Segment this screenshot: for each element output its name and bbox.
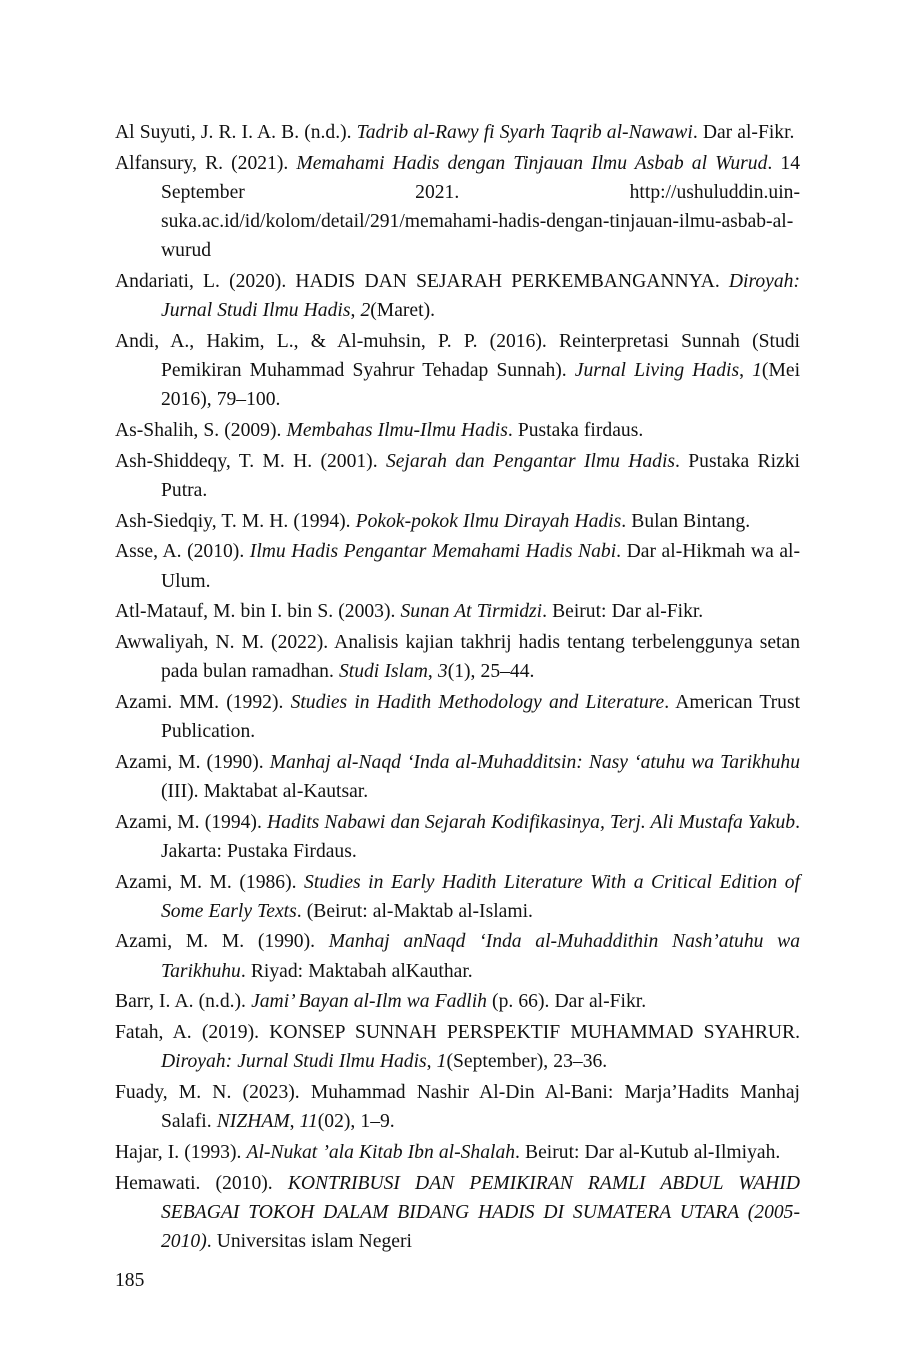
reference-text: . 14 September 2021. http://ushuluddin.uin-suka.ac.id/id/kolom/detail/291/memahami-hadis-dengan-tinjauan-ilmu-asbab-al-wurud bbox=[161, 152, 800, 262]
reference-text: (III). Maktabat al-Kautsar. bbox=[161, 780, 369, 802]
reference-title-italic: KONTRIBUSI DAN PEMIKIRAN RAMLI ABDUL WAHID SEBAGAI TOKOH DALAM BIDANG HADIS DI SUMATERA UTARA (2005-2010) bbox=[161, 1172, 800, 1253]
reference-entry bbox=[115, 1169, 800, 1257]
reference-title-italic: 2 bbox=[360, 300, 371, 322]
reference-text: Fatah, A. (2019). KONSEP SUNNAH PERSPEKTIF MUHAMMAD SYAHRUR. bbox=[115, 1022, 800, 1044]
reference-text: (Maret). bbox=[370, 300, 435, 322]
reference-title-italic: Membahas Ilmu-Ilmu Hadis bbox=[286, 420, 508, 442]
reference-text: Azami, M. M. (1990). bbox=[115, 931, 329, 953]
reference-title-italic: Jurnal Living Hadis bbox=[574, 360, 740, 382]
reference-text: Alfansury, R. (2021). bbox=[115, 152, 297, 174]
reference-text: Awwaliyah, N. M. (2022). Analisis kajian takhrij hadis tentang terbelenggunya setan pada bulan ramadhan. bbox=[115, 631, 800, 683]
reference-title-italic: Jami’ Bayan al-Ilm wa Fadlih bbox=[251, 991, 487, 1013]
reference-text: Azami, M. (1994). bbox=[115, 811, 267, 833]
reference-text: Fuady, M. N. (2023). Muhammad Nashir Al-Din Al-Bani: Marja’Hadits Manhaj Salafi. bbox=[115, 1082, 800, 1133]
reference-title-italic: Ilmu Hadis Pengantar Memahami Hadis Nabi bbox=[249, 541, 617, 563]
reference-title-italic: Tadrib al-Rawy fi Syarh Taqrib al-Nawawi bbox=[356, 122, 693, 143]
reference-title-italic: Studies in Hadith Methodology and Literature bbox=[290, 691, 665, 713]
reference-text: . Bulan Bintang. bbox=[621, 510, 751, 532]
reference-title-italic: Diroyah: Jurnal Studi Ilmu Hadis bbox=[161, 271, 800, 322]
reference-entry bbox=[115, 118, 800, 147]
reference-entry bbox=[115, 808, 800, 866]
reference-title-italic: Studi Islam bbox=[338, 661, 428, 683]
reference-title-italic: Sejarah dan Pengantar Ilmu Hadis bbox=[385, 450, 676, 472]
reference-entry bbox=[115, 507, 800, 536]
reference-entry bbox=[115, 416, 800, 445]
reference-entry bbox=[115, 748, 800, 806]
reference-text: Andariati, L. (2020). HADIS DAN SEJARAH PERKEMBANGANNYA. bbox=[115, 271, 729, 293]
reference-entry bbox=[115, 267, 800, 325]
reference-entry bbox=[115, 1018, 800, 1076]
reference-entry bbox=[115, 447, 800, 505]
reference-entry bbox=[115, 327, 800, 415]
reference-entry bbox=[115, 597, 800, 626]
reference-entry bbox=[115, 868, 800, 926]
reference-title-italic: Manhaj anNaqd ‘Inda al-Muhaddithin Nash’atuhu wa Tarikhuhu bbox=[161, 931, 801, 982]
reference-entry bbox=[115, 1138, 800, 1167]
reference-title-italic: Pokok-pokok Ilmu Dirayah Hadis bbox=[355, 510, 622, 532]
reference-text: , bbox=[739, 360, 753, 382]
reference-text: . Jakarta: Pustaka Firdaus. bbox=[161, 811, 800, 862]
reference-text: . Pustaka Rizki Putra. bbox=[161, 450, 800, 501]
reference-text: , bbox=[427, 661, 438, 683]
reference-entry bbox=[115, 537, 800, 595]
reference-entry bbox=[115, 688, 800, 746]
reference-text: Barr, I. A. (n.d.). bbox=[115, 991, 252, 1013]
reference-text: (1), 25–44. bbox=[447, 661, 535, 683]
reference-title-italic: 1 bbox=[436, 1051, 447, 1073]
reference-title-italic: 1 bbox=[752, 360, 762, 382]
reference-title-italic: Diroyah: Jurnal Studi Ilmu Hadis bbox=[161, 1051, 427, 1073]
reference-title-italic: Manhaj al-Naqd ‘Inda al-Muhadditsin: Nasy ‘atuhu wa Tarikhuhu bbox=[269, 751, 800, 773]
reference-title-italic: 3 bbox=[437, 661, 448, 683]
reference-text: As-Shalih, S. (2009). bbox=[115, 420, 287, 442]
reference-title-italic: Al-Nukat ’ala Kitab Ibn al-Shalah bbox=[246, 1141, 516, 1163]
reference-text: . Pustaka firdaus. bbox=[507, 420, 644, 442]
reference-text: Al Suyuti, J. R. I. A. B. (n.d.). bbox=[115, 122, 357, 143]
reference-title-italic: 11 bbox=[299, 1111, 318, 1133]
reference-text: , bbox=[289, 1111, 300, 1133]
reference-text: Ash-Shiddeqy, T. M. H. (2001). bbox=[115, 450, 386, 472]
reference-text: , bbox=[350, 300, 361, 322]
reference-text: (September), 23–36. bbox=[446, 1051, 608, 1073]
reference-entry bbox=[115, 1078, 800, 1136]
reference-text: Atl-Matauf, M. bin I. bin S. (2003). bbox=[115, 601, 401, 623]
page-number: 185 bbox=[115, 1270, 145, 1291]
reference-text: (p. 66). Dar al-Fikr. bbox=[486, 991, 647, 1013]
reference-text: . Dar al-Hikmah wa al-Ulum. bbox=[161, 541, 800, 592]
reference-text: . Beirut: Dar al-Kutub al-Ilmiyah. bbox=[515, 1141, 781, 1163]
reference-text: . Riyad: Maktabah alKauthar. bbox=[240, 960, 473, 982]
reference-text: Asse, A. (2010). bbox=[115, 541, 250, 563]
reference-entry bbox=[115, 149, 800, 266]
reference-text: Ash-Siedqiy, T. M. H. (1994). bbox=[115, 510, 356, 532]
reference-entry bbox=[115, 628, 800, 686]
reference-text: . American Trust Publication. bbox=[161, 691, 801, 743]
reference-text: Hemawati. (2010). bbox=[115, 1172, 288, 1194]
reference-text: (02), 1–9. bbox=[317, 1111, 395, 1133]
reference-text: . Beirut: Dar al-Fikr. bbox=[542, 601, 704, 623]
reference-text: , bbox=[426, 1051, 437, 1073]
reference-text: Azami. MM. (1992). bbox=[115, 691, 291, 713]
reference-title-italic: Studies in Early Hadith Literature With a Critical Edition of Some Early Texts bbox=[161, 871, 801, 922]
reference-title-italic: Sunan At Tirmidzi bbox=[400, 601, 543, 623]
reference-title-italic: NIZHAM bbox=[216, 1111, 290, 1133]
reference-text: Azami, M. (1990). bbox=[115, 751, 270, 773]
reference-entry bbox=[115, 987, 800, 1016]
reference-title-italic: Hadits Nabawi dan Sejarah Kodifikasinya, Terj. Ali Mustafa Yakub bbox=[267, 811, 796, 833]
reference-text: (Mei 2016), 79–100. bbox=[161, 360, 801, 411]
reference-text: . (Beirut: al-Maktab al-Islami. bbox=[296, 900, 533, 922]
reference-entry bbox=[115, 927, 800, 985]
reference-text: . Dar al-Fikr. bbox=[692, 122, 795, 143]
reference-title-italic: Memahami Hadis dengan Tinjauan Ilmu Asbab al Wurud bbox=[296, 152, 768, 174]
reference-text: Hajar, I. (1993). bbox=[115, 1141, 247, 1163]
reference-text: . Universitas islam Negeri bbox=[206, 1231, 412, 1253]
reference-list bbox=[115, 118, 800, 1258]
reference-text: Azami, M. M. (1986). bbox=[115, 871, 305, 893]
reference-text: Andi, A., Hakim, L., & Al-muhsin, P. P. (2016). Reinterpretasi Sunnah (Studi Pemikiran Muhammad Syahrur Tehadap Sunnah). bbox=[115, 330, 800, 382]
